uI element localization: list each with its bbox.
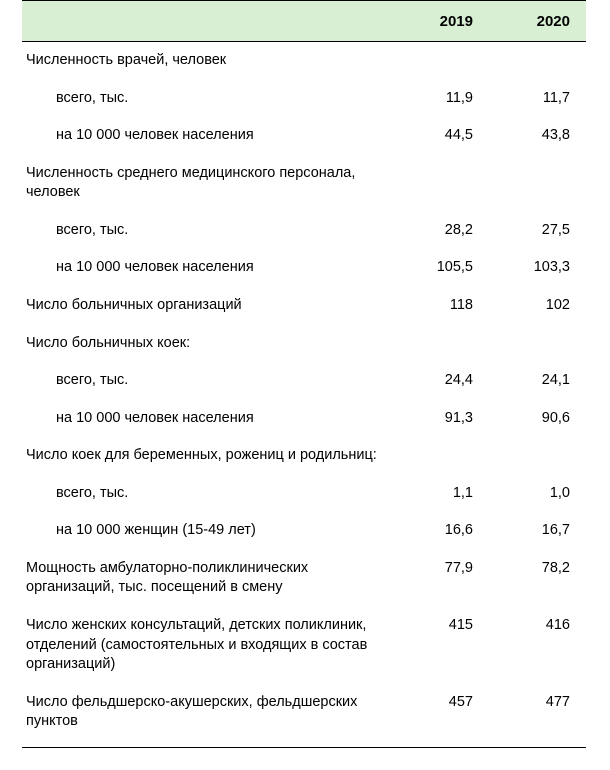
row-value-2019: 11,9: [392, 80, 489, 118]
table-row: [22, 400, 586, 438]
table-row: [22, 155, 586, 212]
row-label: Численность врачей, человек: [22, 42, 392, 80]
row-label: на 10 000 человек населения: [22, 249, 392, 287]
row-value-2020: 78,2: [489, 550, 586, 607]
row-value-2020: 416: [489, 607, 586, 684]
row-value-2019: 415: [392, 607, 489, 684]
row-value-2020: 11,7: [489, 80, 586, 118]
row-label: всего, тыс.: [22, 475, 392, 513]
column-header-2019: 2019: [392, 1, 489, 42]
row-label: на 10 000 человек населения: [22, 400, 392, 438]
row-value-2020: 102: [489, 287, 586, 325]
table-row: [22, 117, 586, 155]
table-row: [22, 607, 586, 684]
row-value-2019: [392, 325, 489, 363]
table-row: [22, 42, 586, 80]
row-label: на 10 000 женщин (15-49 лет): [22, 512, 392, 550]
row-label: всего, тыс.: [22, 212, 392, 250]
row-value-2019: 28,2: [392, 212, 489, 250]
row-value-2019: 105,5: [392, 249, 489, 287]
row-value-2019: 16,6: [392, 512, 489, 550]
table-row: [22, 550, 586, 607]
column-header-indicator: [22, 1, 392, 42]
table-head: [22, 1, 586, 42]
row-value-2020: [489, 437, 586, 475]
row-label: на 10 000 человек населения: [22, 117, 392, 155]
row-value-2019: 91,3: [392, 400, 489, 438]
healthcare-statistics-table: [22, 0, 586, 741]
row-value-2020: 103,3: [489, 249, 586, 287]
row-value-2019: [392, 437, 489, 475]
row-label: всего, тыс.: [22, 362, 392, 400]
row-label: Численность среднего медицинского персонала, человек: [22, 155, 392, 212]
row-value-2020: 1,0: [489, 475, 586, 513]
table-row: [22, 437, 586, 475]
row-label: всего, тыс.: [22, 80, 392, 118]
table-header-row: [22, 1, 586, 42]
row-value-2019: 44,5: [392, 117, 489, 155]
row-label: Число женских консультаций, детских поликлиник, отделений (самостоятельных и входящих в состав организаций): [22, 607, 392, 684]
table-row: [22, 80, 586, 118]
row-value-2019: 1,1: [392, 475, 489, 513]
table-row: [22, 249, 586, 287]
row-value-2019: 457: [392, 684, 489, 741]
row-value-2020: 27,5: [489, 212, 586, 250]
row-value-2020: 43,8: [489, 117, 586, 155]
row-label: Число коек для беременных, рожениц и родильниц:: [22, 437, 392, 475]
row-label: Число больничных организаций: [22, 287, 392, 325]
row-value-2020: [489, 155, 586, 212]
row-value-2020: 90,6: [489, 400, 586, 438]
column-header-2020: 2020: [489, 1, 586, 42]
row-value-2020: [489, 42, 586, 80]
table-row: [22, 287, 586, 325]
table-row: [22, 475, 586, 513]
table-row: [22, 512, 586, 550]
row-value-2020: 477: [489, 684, 586, 741]
row-value-2020: [489, 325, 586, 363]
row-value-2019: [392, 42, 489, 80]
row-value-2020: 24,1: [489, 362, 586, 400]
table-row: [22, 362, 586, 400]
table-row: [22, 325, 586, 363]
row-label: Число фельдшерско-акушерских, фельдшерских пунктов: [22, 684, 392, 741]
table-bottom-rule: [22, 747, 586, 748]
table-row: [22, 684, 586, 741]
row-value-2019: 118: [392, 287, 489, 325]
row-value-2019: 24,4: [392, 362, 489, 400]
row-value-2019: [392, 155, 489, 212]
table-body: [22, 42, 586, 741]
row-label: Мощность амбулаторно-поликлинических организаций, тыс. посещений в смену: [22, 550, 392, 607]
row-label: Число больничных коек:: [22, 325, 392, 363]
row-value-2019: 77,9: [392, 550, 489, 607]
table-row: [22, 212, 586, 250]
row-value-2020: 16,7: [489, 512, 586, 550]
